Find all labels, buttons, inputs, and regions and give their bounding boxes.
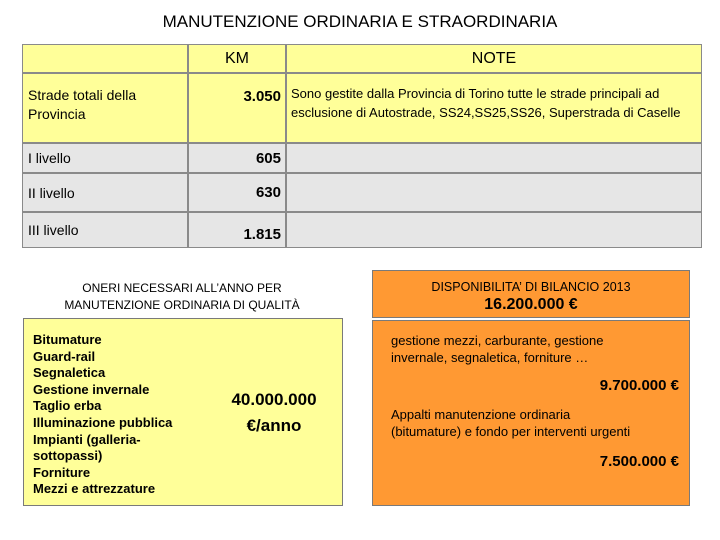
list-item: Forniture [33,464,91,480]
bilancio-item2-amount: 7.500.000 € [599,453,679,470]
page-title: MANUTENZIONE ORDINARIA E STRAORDINARIA [162,12,558,31]
bilancio-item2-line2: (bitumature) e fondo per interventi urgenti [391,424,631,439]
oneri-heading-line1: ONERI NECESSARI ALL’ANNO PER [82,281,282,295]
list-item: Mezzi e attrezzature [33,481,156,497]
row-label-level-2: II livello [22,173,188,212]
table-header-km: KM [188,44,286,73]
row-value-level-3: 1.815 [188,212,286,248]
row-label-total: Strade totali della Provincia [22,73,188,143]
list-item: Taglio erba [33,398,102,414]
bilancio-details-box [372,320,690,506]
table-header-notes: NOTE [286,44,702,73]
roads-table [22,44,702,248]
row-value-level-2: 630 [188,173,286,212]
oneri-amount: 40.000.000 [231,390,317,409]
bilancio-item1-amount: 9.700.000 € [599,377,679,394]
list-item: Gestione invernale [33,381,150,397]
list-item: Impianti (galleria- [33,431,141,447]
list-item: Guard-rail [33,348,96,364]
row-note-level-3 [286,212,702,248]
row-value-total: 3.050 [188,73,286,143]
oneri-items-list [33,332,203,498]
oneri-heading-line2: MANUTENZIONE ORDINARIA DI QUALITÀ [64,298,300,312]
list-item: sottopassi) [33,448,103,464]
list-item: Bitumature [33,332,102,347]
row-label-level-3: III livello [22,212,188,248]
list-item: Illuminazione pubblica [33,414,173,430]
bilancio-total: 16.200.000 € [484,296,578,313]
row-note-level-1 [286,143,702,173]
row-label-level-1: I livello [22,143,188,173]
bilancio-heading-box [372,270,690,318]
row-note-level-2 [286,173,702,212]
row-value-level-1: 605 [188,143,286,173]
bilancio-item1-line1: gestione mezzi, carburante, gestione [391,333,604,348]
oneri-amount-block [214,387,334,439]
oneri-heading [32,280,332,314]
bilancio-heading: DISPONIBILITA’ DI BILANCIO 2013 [431,280,631,294]
bilancio-item2-line1: Appalti manutenzione ordinaria [391,407,571,422]
bilancio-item1-line2: invernale, segnaletica, forniture … [391,350,589,365]
table-header-empty [22,44,188,73]
bilancio-item2-text [391,406,687,440]
bilancio-item1-text [391,332,681,366]
oneri-unit: €/anno [246,416,302,435]
oneri-box [23,318,343,506]
row-note-total: Sono gestite dalla Provincia di Torino tutte le strade principali ad esclusione di Autostrade, SS24,SS25,SS26, Superstrada di Caselle [286,73,702,143]
list-item: Segnaletica [33,365,106,381]
